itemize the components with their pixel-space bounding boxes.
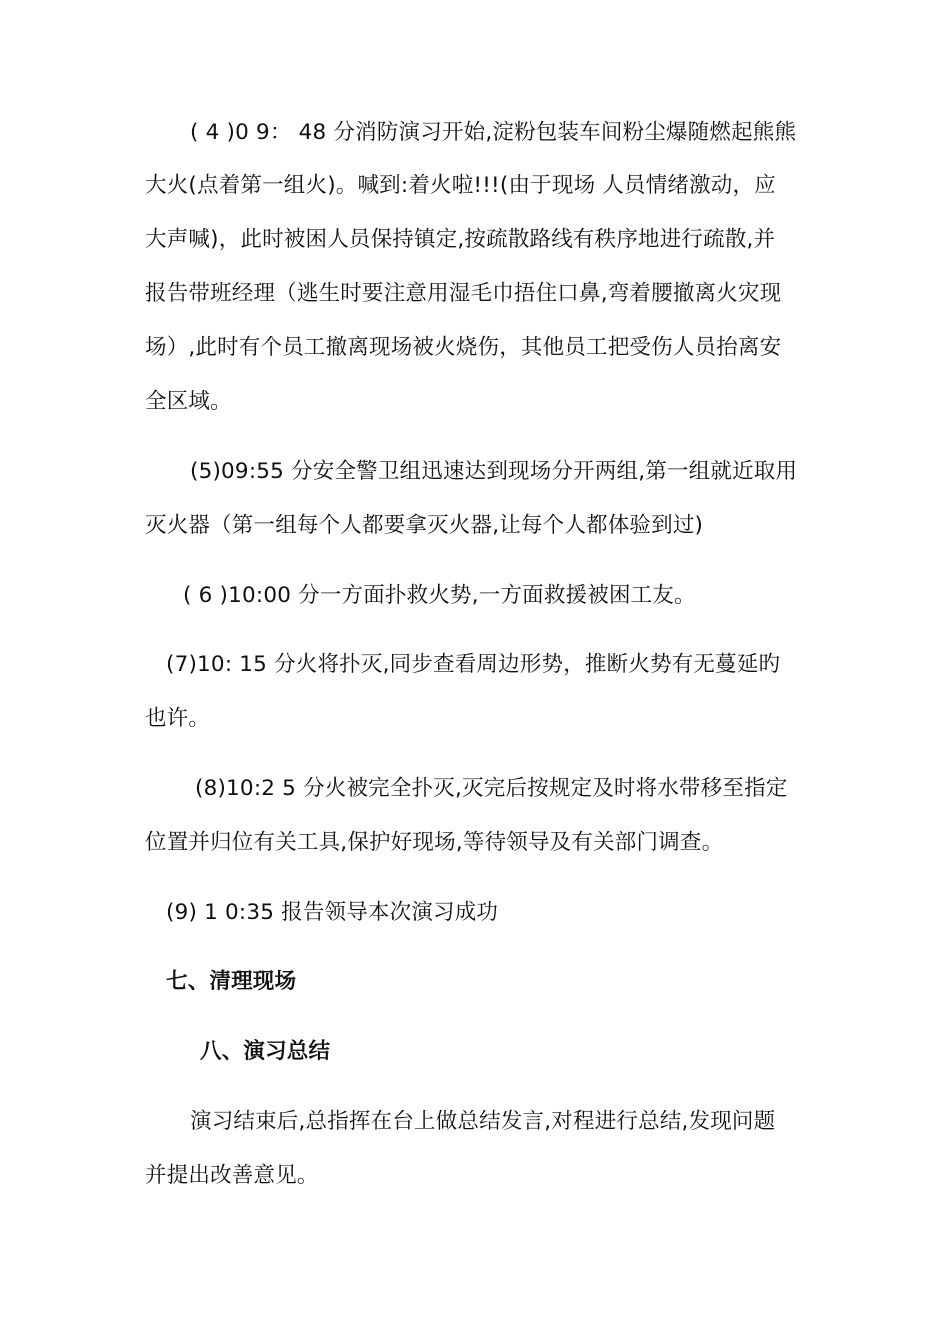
- text-line: 大声喊)，此时被困人员保持镇定,按疏散路线有秩序地进行疏散,并: [145, 227, 776, 252]
- text-line: 报告带班经理（逃生时要注意用湿毛巾捂住口鼻,弯着腰撤离火灾现: [145, 281, 782, 306]
- text-line: 场）,此时有个员工撤离现场被火烧伤，其他员工把受伤人员抬离安: [145, 335, 782, 360]
- text-line: (7)10: 15 分火将扑灭,同步查看周边形势，推断火势有无蔓延旳: [166, 652, 781, 677]
- text-line: ( 4 )0 9： 48 分消防演习开始,淀粉包装车间粉尘爆随燃起熊熊: [190, 120, 797, 145]
- section-heading-cleanup: 七、清理现场: [166, 969, 297, 994]
- text-line: (5)09:55 分安全警卫组迅速达到现场分开两组,第一组就近取用: [190, 459, 798, 484]
- text-line: (9) 1 0:35 报告领导本次演习成功: [166, 900, 499, 925]
- text-line: 大火(点着第一组火)。喊到:着火啦!!!(由于现场 人员情绪激动，应: [145, 173, 776, 198]
- text-line: ( 6 )10:00 分一方面扑救火势,一方面救援被困工友。: [183, 583, 696, 608]
- text-line: 演习结束后,总指挥在台上做总结发言,对程进行总结,发现问题: [190, 1109, 776, 1134]
- text-line: 也许。: [145, 706, 211, 731]
- text-line: 灭火器（第一组每个人都要拿灭火器,让每个人都体验到过): [145, 513, 704, 538]
- text-line: (8)10:2 5 分火被完全扑灭,灭完后按规定及时将水带移至指定: [195, 776, 788, 801]
- section-heading-summary: 八、演习总结: [200, 1039, 331, 1064]
- text-line: 位置并归位有关工具,保护好现场,等待领导及有关部门调查。: [145, 830, 724, 855]
- text-line: 并提出改善意见。: [145, 1163, 319, 1188]
- text-line: 全区域。: [145, 389, 232, 414]
